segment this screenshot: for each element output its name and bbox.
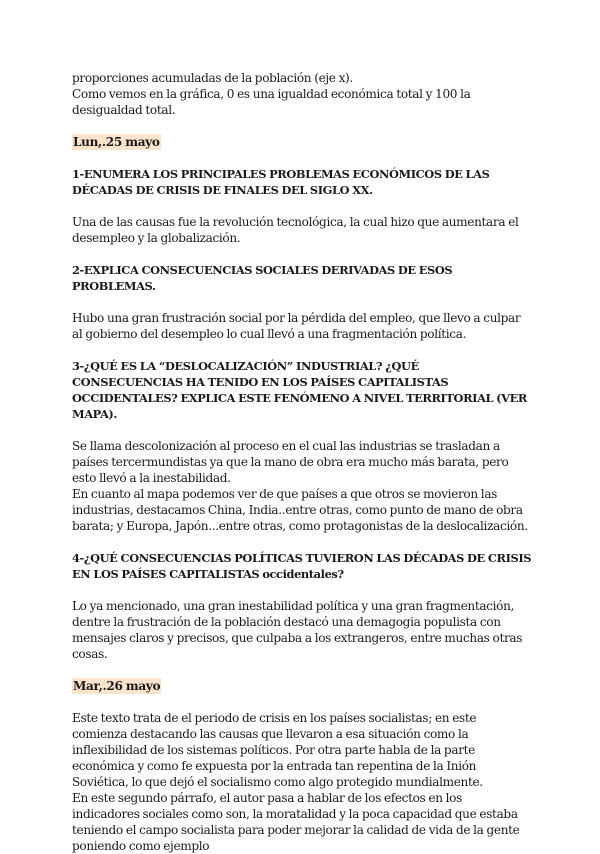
answer-1: Una de las causas fue la revolución tecnológica, la cual hizo que aumentara el desempleo y la globalización.: [72, 215, 519, 245]
answer-3-part-2: En cuanto al mapa podemos ver de que países a que otros se movieron las industrias, destacamos China, India..entre otras, como punto de mano de obra barata; y Europa, Japón...entre otras, como protagonistas de la deslocalización.: [72, 487, 528, 533]
commentary-paragraph-2: En este segundo párrafo, el autor pasa a hablar de los efectos en los indicadores sociales como son, la moratalidad y la poca capacidad que estaba teniendo el campo socialista para poder mejorar la calidad de vida de la gente poniendo como ejemplo: [72, 791, 520, 853]
question-3: 3-¿QUÉ ES LA “DESLOCALIZACIÓN” INDUSTRIAL? ¿QUÉ CONSECUENCIAS HA TENIDO EN LOS PAÍSES CAPITALISTAS OCCIDENTALES? EXPLICA ESTE FENÓMENO A NIVEL TERRITORIAL (VER MAPA).: [72, 359, 527, 421]
question-4: 4-¿QUÉ CONSECUENCIAS POLÍTICAS TUVIERON LAS DÉCADAS DE CRISIS EN LOS PAÍSES CAPITALISTAS occidentales?: [72, 551, 532, 581]
document-page: [72, 70, 532, 854]
intro-line-1: proporciones acumuladas de la población (eje x).: [72, 71, 353, 85]
question-1: 1-ENUMERA LOS PRINCIPALES PROBLEMAS ECONÓMICOS DE LAS DÉCADAS DE CRISIS DE FINALES DEL SIGLO XX.: [72, 167, 490, 197]
date-heading-tuesday: [72, 678, 532, 694]
intro-line-2: Como vemos en la gráfica, 0 es una igualdad económica total y 100 la desigualdad total.: [72, 87, 471, 117]
date-highlight: Lun,.25 mayo: [73, 135, 160, 149]
commentary-paragraph-1: Este texto trata de el periodo de crisis en los países socialistas; en este comienza destacando las causas que llevaron a esa situación como la inflexibilidad de los sistemas políticos. Por otra parte habla de la parte económica y como fe expuesta por la entrada tan repentina de la Inión Soviética, lo que dejó el socialismo como algo protegido mundialmente.: [72, 711, 483, 789]
question-2: 2-EXPLICA CONSECUENCIAS SOCIALES DERIVADAS DE ESOS PROBLEMAS.: [72, 263, 453, 293]
answer-4: Lo ya mencionado, una gran inestabilidad política y una gran fragmentación, dentre la frustración de la población destacó una demagogia populista con mensajes claros y precisos, que culpaba a los extrangeros, entre muchas otras cosas.: [72, 599, 523, 661]
answer-2: Hubo una gran frustración social por la pérdida del empleo, que llevo a culpar al gobierno del desempleo lo cual llevó a una fragmentación política.: [72, 311, 521, 341]
date-highlight: Mar,.26 mayo: [73, 679, 161, 693]
date-heading-monday: [72, 134, 532, 150]
answer-3-part-1: Se llama descolonización al proceso en el cual las industrias se trasladan a países tercermundistas ya que la mano de obra era mucho más barata, pero esto llevó a la inestabilidad.: [72, 439, 509, 485]
